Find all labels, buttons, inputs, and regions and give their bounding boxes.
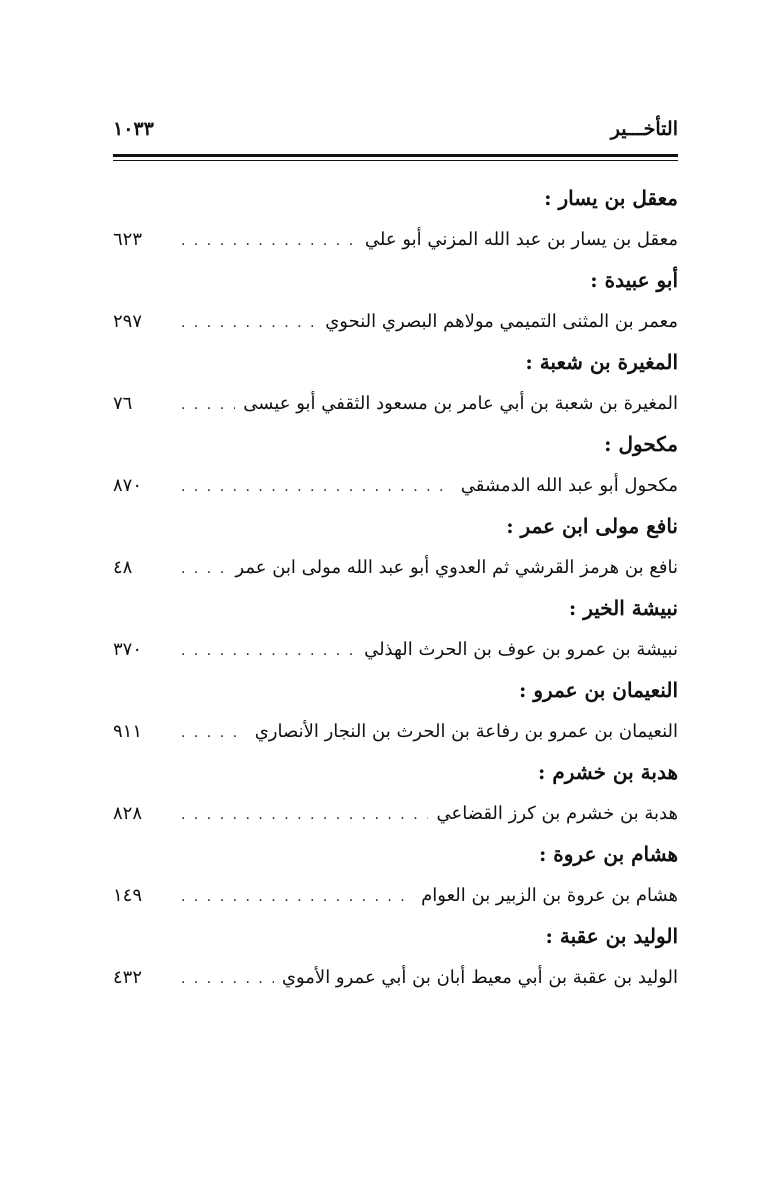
dot-leader (181, 877, 413, 918)
index-group (113, 506, 678, 588)
dot-leader (181, 959, 274, 1000)
dot-leader (181, 795, 428, 836)
index-group (113, 260, 678, 342)
entry-page-number: ٤٣٢ (113, 967, 143, 988)
index-group (113, 588, 678, 670)
dot-leader (181, 713, 247, 754)
index-group (113, 916, 678, 998)
index-entry (113, 219, 678, 260)
entry-name: نبيشة بن عمرو بن عوف بن الحرث الهذلي (364, 639, 678, 660)
header-rule-thick (113, 154, 678, 157)
dot-leader (181, 467, 453, 508)
index-heading: المغيرة بن شعبة : (525, 350, 678, 374)
index-heading: أبو عبيدة : (590, 268, 678, 292)
running-header (113, 112, 678, 148)
entry-name: هدبة بن خشرم بن كرز القضاعي (436, 803, 678, 824)
entry-page-number: ٣٧٠ (113, 639, 143, 660)
index-group (113, 670, 678, 752)
index-entry (113, 711, 678, 752)
entry-name: نافع بن هرمز القرشي ثم العدوي أبو عبد الله مولى ابن عمر (235, 557, 678, 578)
running-header-title: التأخـــير (610, 118, 678, 140)
index-entry (113, 793, 678, 834)
index-heading: النعيمان بن عمرو : (519, 678, 678, 702)
index-entry (113, 957, 678, 998)
index-entry (113, 547, 678, 588)
index-group (113, 834, 678, 916)
index-entry (113, 875, 678, 916)
dot-leader (181, 221, 357, 262)
entry-page-number: ١٤٩ (113, 885, 143, 906)
index-entries (113, 178, 678, 998)
page-number: ١٠٣٣ (113, 118, 154, 140)
entry-page-number: ٩١١ (113, 721, 143, 742)
entry-page-number: ٨٢٨ (113, 803, 143, 824)
index-group (113, 424, 678, 506)
entry-page-number: ٤٨ (113, 557, 133, 578)
entry-page-number: ٨٧٠ (113, 475, 143, 496)
index-entry (113, 301, 678, 342)
index-heading: معقل بن يسار : (544, 186, 678, 210)
index-heading: نبيشة الخير : (568, 596, 678, 620)
index-heading: مكحول : (604, 432, 678, 456)
index-heading: هدبة بن خشرم : (537, 760, 678, 784)
index-heading: الوليد بن عقبة : (545, 924, 678, 948)
entry-name: المغيرة بن شعبة بن أبي عامر بن مسعود الثقفي أبو عيسى (243, 393, 678, 414)
dot-leader (181, 303, 317, 344)
entry-page-number: ٦٢٣ (113, 229, 143, 250)
dot-leader (181, 549, 227, 590)
entry-name: الوليد بن عقبة بن أبي معيط أبان بن أبي عمرو الأموي (281, 967, 678, 988)
dot-leader (181, 385, 235, 426)
entry-page-number: ٧٦ (113, 393, 133, 414)
index-entry (113, 383, 678, 424)
index-heading: نافع مولى ابن عمر : (506, 514, 678, 538)
index-entry (113, 465, 678, 506)
entry-name: هشام بن عروة بن الزبير بن العوام (421, 885, 678, 906)
entry-page-number: ٢٩٧ (113, 311, 143, 332)
entry-name: معقل بن يسار بن عبد الله المزني أبو علي (364, 229, 678, 250)
index-group (113, 342, 678, 424)
dot-leader (181, 631, 356, 672)
header-rule-thin (113, 160, 678, 161)
index-group (113, 178, 678, 260)
entry-name: النعيمان بن عمرو بن رفاعة بن الحرث بن النجار الأنصاري (254, 721, 678, 742)
entry-name: معمر بن المثنى التميمي مولاهم البصري النحوي (325, 311, 678, 332)
index-group (113, 752, 678, 834)
index-entry (113, 629, 678, 670)
index-heading: هشام بن عروة : (538, 842, 678, 866)
entry-name: مكحول أبو عبد الله الدمشقي (460, 475, 678, 496)
